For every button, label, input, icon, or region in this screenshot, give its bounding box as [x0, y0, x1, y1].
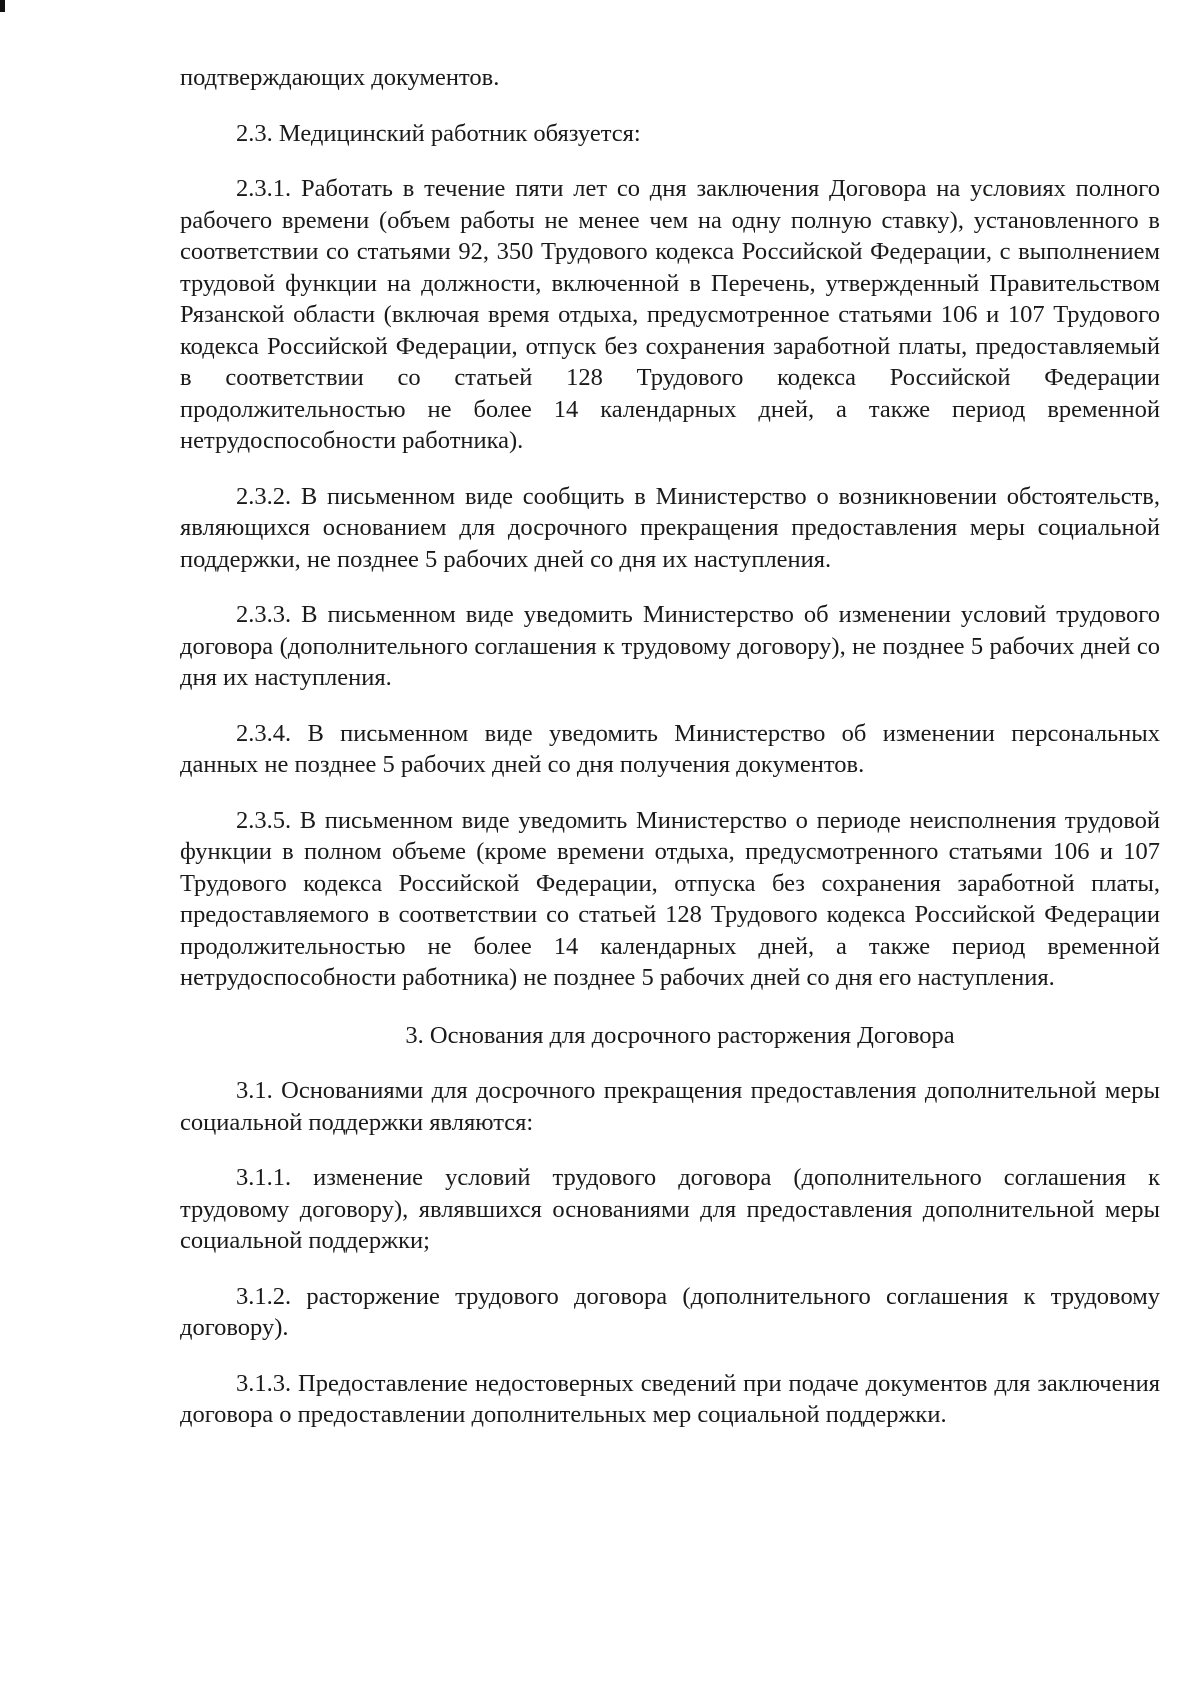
scan-corner-mark	[0, 0, 5, 12]
document-body	[180, 62, 1160, 1431]
paragraph-continuation: подтверждающих документов.	[180, 64, 500, 91]
paragraph-2-3-3: 2.3.3. В письменном виде уведомить Министерство об изменении условий трудового договора (дополнительного соглашения к трудовому договору), не позднее 5 рабочих дней со дня их наступления.	[180, 601, 1160, 691]
paragraph-3-1-3: 3.1.3. Предоставление недостоверных сведений при подаче документов для заключения договора о предоставлении дополнительных мер социальной поддержки.	[180, 1369, 1160, 1428]
paragraph-2-3-5: 2.3.5. В письменном виде уведомить Министерство о периоде неисполнения трудовой функции в полном объеме (кроме времени отдыха, предусмотренного статьями 106 и 107 Трудового кодекса Российской Федерации, отпуска без сохранения заработной платы, предоставляемого в соответствии со статьей 128 Трудового кодекса Российской Федерации продолжительностью не более 14 календарных дней, а также период временной нетрудоспособности работника) не позднее 5 рабочих дней со дня его наступления.	[180, 806, 1160, 991]
paragraph-3-1: 3.1. Основаниями для досрочного прекращения предоставления дополнительной меры социальной поддержки являются:	[180, 1077, 1160, 1136]
paragraph-2-3-1: 2.3.1. Работать в течение пяти лет со дня заключения Договора на условиях полного рабочего времени (объем работы не менее чем на одну полную ставку), установленного в соответствии со статьями 92, 350 Трудового кодекса Российской Федерации, с выполнением трудовой функции на должности, включенной в Перечень, утвержденный Правительством Рязанской области (включая время отдыха, предусмотренное статьями 106 и 107 Трудового кодекса Российской Федерации, отпуск без сохранения заработной платы, предоставляемый в соответствии со статьей 128 Трудового кодекса Российской Федерации продолжительностью не более 14 календарных дней, а также период временной нетрудоспособности работника).	[180, 175, 1160, 454]
paragraph-2-3: 2.3. Медицинский работник обязуется:	[236, 119, 641, 147]
section-heading: 3. Основания для досрочного расторжения Договора	[405, 1021, 955, 1049]
paragraph-2-3-2: 2.3.2. В письменном виде сообщить в Министерство о возникновении обстоятельств, являющихся основанием для досрочного прекращения предоставления меры социальной поддержки, не позднее 5 рабочих дней со дня их наступления.	[180, 482, 1160, 573]
paragraph-2-3-4: 2.3.4. В письменном виде уведомить Министерство об изменении персональных данных не позднее 5 рабочих дней со дня получения документов.	[180, 719, 1160, 778]
paragraph-3-1-2: 3.1.2. расторжение трудового договора (дополнительного соглашения к трудовому договору).	[180, 1282, 1160, 1341]
paragraph-3-1-1: 3.1.1. изменение условий трудового договора (дополнительного соглашения к трудовому договору), являвшихся основаниями для предоставления дополнительной меры социальной поддержки;	[180, 1164, 1160, 1254]
